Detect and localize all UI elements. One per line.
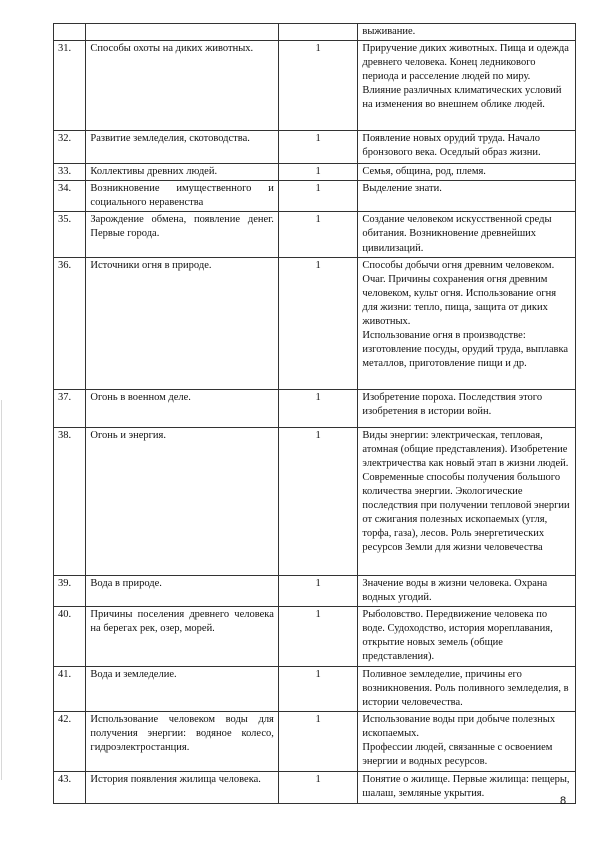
table-row [54, 666, 576, 711]
row-number: 35. [54, 212, 86, 257]
row-number: 40. [54, 606, 86, 666]
content-paragraph: выживание. [362, 26, 416, 37]
row-number: 42. [54, 712, 86, 772]
table-row [54, 772, 576, 804]
table-row [54, 257, 576, 389]
row-number: 36. [54, 257, 86, 389]
content-paragraph: Виды энергии: электрическая, тепловая, атомная (общие представления). Изобретение электричества как новый этап в жизни людей. Современные способы получения большого количества энергии. Экологические последствия при получении тепловой энергии от сжигания полезных ископаемых (угля, торфа, газа), лесов. Роль энергетических ресурсов Земли для жизни человечества [362, 429, 570, 554]
content-paragraph: Приручение диких животных. Пища и одежда древнего человека. Конец ледникового периода и расселение людей по миру. Влияние различных климатических условий на изменения во внешнем облике людей. [362, 43, 569, 111]
lesson-content [358, 24, 576, 41]
lesson-topic: Вода в природе. [86, 575, 278, 606]
lesson-topic: Развитие земледелия, скотоводства. [86, 131, 278, 164]
lesson-content [358, 606, 576, 666]
lesson-topic: Способы охоты на диких животных. [86, 41, 278, 131]
row-number: 38. [54, 427, 86, 575]
content-paragraph: Создание человеком искусственной среды обитания. Возникновение древнейших цивилизаций. [362, 214, 552, 254]
content-paragraph: Понятие о жилище. Первые жилища: пещеры, шалаш, земляные укрытия. [362, 774, 570, 800]
content-paragraph: Выделение знати. [362, 183, 442, 195]
content-paragraph: Использование воды при добыче полезных ископаемых. [362, 714, 556, 740]
lesson-content [358, 389, 576, 427]
lesson-hours: 1 [278, 606, 358, 666]
lesson-hours: 1 [278, 41, 358, 131]
content-paragraph: Изобретение пороха. Последствия этого изобретения в истории войн. [362, 391, 543, 417]
table-row [54, 212, 576, 257]
row-number: 34. [54, 181, 86, 212]
lesson-hours: 1 [278, 389, 358, 427]
page-number: 8 [560, 795, 567, 807]
lesson-content [358, 666, 576, 711]
lesson-content [358, 427, 576, 575]
lesson-topic: Причины поселения древнего человека на берегах рек, озер, морей. [86, 606, 278, 666]
content-paragraph: Профессии людей, связанные с освоением энергии и водных ресурсов. [362, 742, 553, 768]
lesson-content [358, 164, 576, 181]
lesson-content [358, 712, 576, 772]
table-row [54, 164, 576, 181]
row-number: 37. [54, 389, 86, 427]
row-number [54, 24, 86, 41]
table-row [54, 427, 576, 575]
lesson-hours: 1 [278, 427, 358, 575]
content-paragraph: Рыболовство. Передвижение человека по воде. Судоходство, история мореплавания, открытие новых земель (общие представления). [362, 608, 553, 663]
table-row [54, 41, 576, 131]
lesson-topic [86, 24, 278, 41]
lesson-topic: Огонь в военном деле. [86, 389, 278, 427]
lesson-hours [278, 24, 358, 41]
lesson-hours: 1 [278, 712, 358, 772]
lesson-topic: Вода и земледелие. [86, 666, 278, 711]
row-number: 31. [54, 41, 86, 131]
lesson-content [358, 41, 576, 131]
lesson-topic: Источники огня в природе. [86, 257, 278, 389]
lesson-hours: 1 [278, 164, 358, 181]
lesson-topic: История появления жилища человека. [86, 772, 278, 804]
lesson-topic: Возникновение имущественного и социального неравенства [86, 181, 278, 212]
content-paragraph: Значение воды в жизни человека. Охрана водных угодий. [362, 577, 548, 603]
lesson-hours: 1 [278, 181, 358, 212]
content-paragraph: Поливное земледелие, причины его возникновения. Роль поливного земледелия, в истории человечества. [362, 668, 569, 709]
content-paragraph: Способы добычи огня древним человеком. Очаг. Причины сохранения огня древним человеком, культ огня. Использование огня для жизни: тепло, пища, защита от диких животных. [362, 259, 557, 328]
lesson-topic: Коллективы древних людей. [86, 164, 278, 181]
lesson-topic: Использование человеком воды для получения энергии: водяное колесо, гидроэлектростанция. [86, 712, 278, 772]
lesson-plan-body [54, 24, 576, 804]
lesson-hours: 1 [278, 666, 358, 711]
row-number: 43. [54, 772, 86, 804]
lesson-topic: Зарождение обмена, появление денег. Первые города. [86, 212, 278, 257]
lesson-hours: 1 [278, 212, 358, 257]
row-number: 33. [54, 164, 86, 181]
row-number: 41. [54, 666, 86, 711]
lesson-hours: 1 [278, 575, 358, 606]
lesson-content [358, 575, 576, 606]
lesson-topic: Огонь и энергия. [86, 427, 278, 575]
table-row [54, 131, 576, 164]
table-row [54, 181, 576, 212]
lesson-plan-table [53, 23, 576, 804]
table-row [54, 606, 576, 666]
lesson-content [358, 212, 576, 257]
lesson-hours: 1 [278, 772, 358, 804]
content-paragraph: Использование огня в производстве: изготовление посуды, орудий труда, выплавка металлов, приготовление пищи и др. [362, 330, 569, 370]
lesson-hours: 1 [278, 131, 358, 164]
table-row [54, 24, 576, 41]
table-row [54, 389, 576, 427]
row-number: 32. [54, 131, 86, 164]
table-row [54, 575, 576, 606]
lesson-content [358, 181, 576, 212]
lesson-content [358, 131, 576, 164]
lesson-content [358, 257, 576, 389]
scan-margin-line [1, 400, 2, 780]
content-paragraph: Семья, община, род, племя. [362, 166, 486, 178]
table-row [54, 712, 576, 772]
content-paragraph: Появление новых орудий труда. Начало бронзового века. Оседлый образ жизни. [362, 133, 541, 159]
lesson-hours: 1 [278, 257, 358, 389]
lesson-content [358, 772, 576, 804]
row-number: 39. [54, 575, 86, 606]
